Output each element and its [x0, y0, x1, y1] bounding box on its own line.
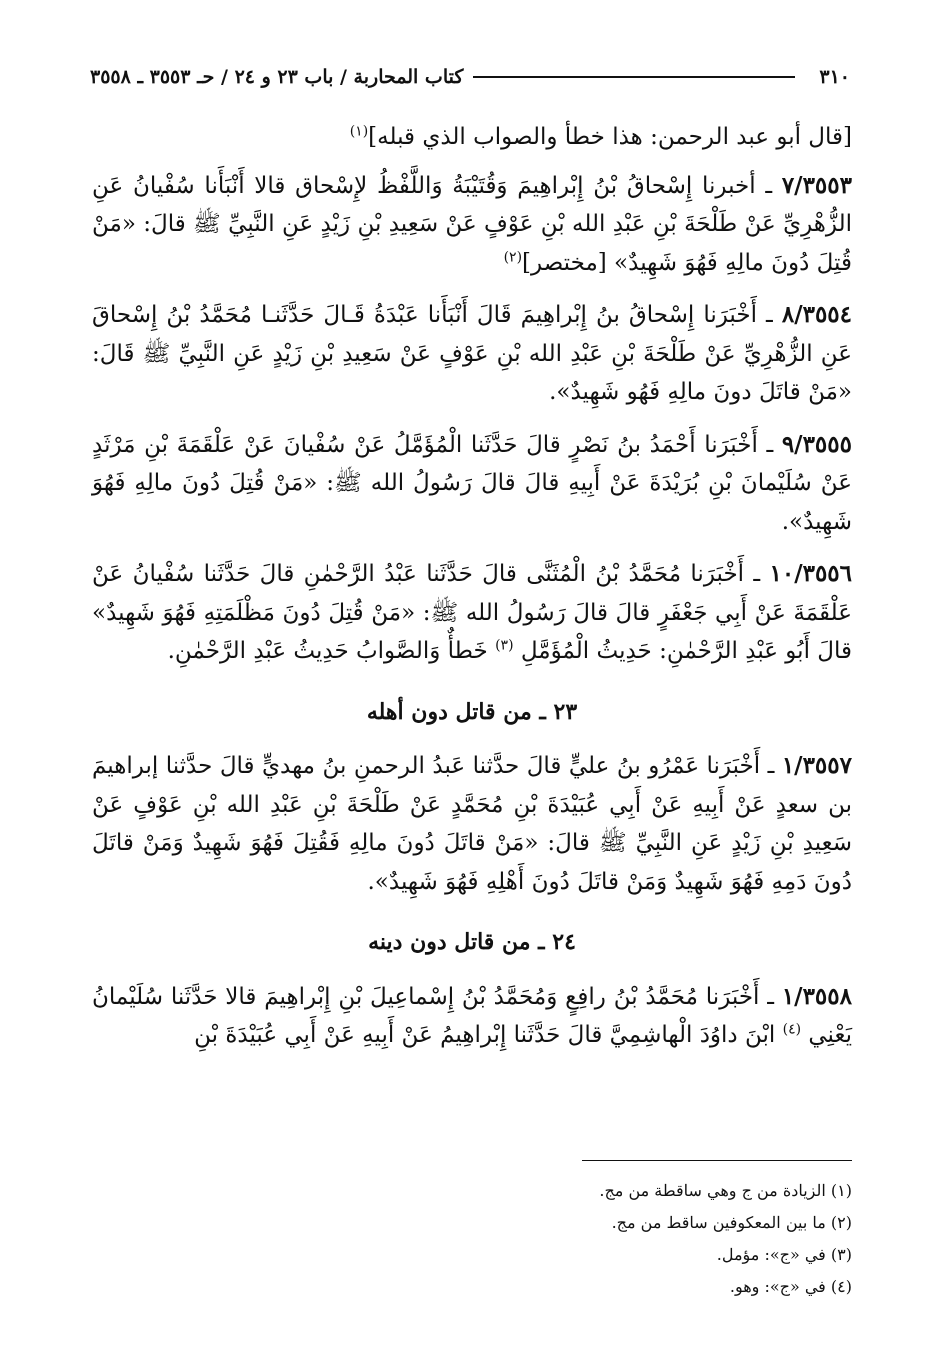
footnotes — [152, 1175, 852, 1303]
footnote-2: (٢) ما بين المعكوفين ساقط من مج. — [611, 1213, 852, 1232]
footnote-separator — [582, 1160, 852, 1161]
editor-note-text: [قال أبو عبد الرحمن: هذا خطأ والصواب الذي قبله] — [368, 124, 852, 150]
footnote-ref-1: (١) — [349, 123, 369, 140]
hadith-number: ١/٣٥٥٧ — [781, 752, 852, 779]
hadith-text: ـ أَخْبَرَنا مُحَمَّدُ بْنُ رافِعٍ وَمُحَمَّدُ بْنُ إِسْماعِيلَ بْنِ إِبْراهِيمَ قالا حَدَّثَنا سُلَيْمانُ يَعْنِي — [92, 983, 852, 1048]
footnote-ref-4: (٤) — [782, 1021, 802, 1038]
main-text — [92, 118, 852, 1069]
footnote-3: (٣) في «ج»: مؤمل. — [716, 1245, 852, 1264]
hadith-text-continued: ابْنَ داوُدَ الْهاشِمِيَّ قالَ حَدَّثَنا إِبْراهِيمُ عَنْ أَبِيهِ عَنْ أَبِي عُبَيْدَةَ بْنِ — [194, 1022, 776, 1048]
running-header — [90, 66, 850, 88]
page-number: ٣١٠ — [819, 66, 850, 88]
hadith-number: ٧/٣٥٥٣ — [781, 171, 852, 199]
hadith-text: ـ أَخْبَرَنا أَحْمَدُ بنُ نَصْرٍ قالَ حَدَّثَنا الْمُؤَمَّلُ عَنْ سُفْيانَ عَنْ عَلْقَمَةَ بْنِ مَرْثَدٍ عَنْ سُلَيْمانَ بْنِ بُرَيْدَةَ عَنْ أَبِيهِ قالَ قالَ رَسُولُ الله ﷺ: «مَنْ قُتِلَ دُونَ مالِهِ فَهُوَ شَهِيدٌ». — [92, 431, 852, 535]
hadith-3558 — [92, 978, 852, 1055]
hadith-number: ٩/٣٥٥٥ — [781, 430, 852, 458]
hadith-text-continued: خَطأٌ وَالصَّوابُ حَدِيثُ عَبْدِ الرَّحْمٰنِ. — [167, 638, 488, 664]
hadith-text: ـ أَخْبَرَنا مُحَمَّدُ بْنُ الْمُثَنَّى قالَ حَدَّثَنا عَبْدُ الرَّحْمٰنِ قالَ حَدَّثَنا سُفْيانُ عَنْ عَلْقَمَةَ عَنْ أَبِي جَعْفَرٍ قالَ قالَ رَسُولُ الله ﷺ: «مَنْ قُتِلَ دُونَ مَظْلَمَتِهِ فَهُوَ شَهِيدٌ» قالَ أَبُو عَبْدِ الرَّحْمٰنِ: حَدِيثُ الْمُؤَمَّلِ — [92, 561, 852, 664]
hadith-3556 — [92, 555, 852, 671]
footnote-4: (٤) في «ج»: وهو. — [729, 1277, 852, 1296]
footnote-1: (١) الزيادة من ج وهي ساقطة من مج. — [599, 1181, 852, 1200]
section-title-24: ٢٤ ـ من قاتل دون دينه — [368, 929, 576, 955]
running-title: كتاب المحاربة / باب ٢٣ و ٢٤ / حـ ٣٥٥٣ ـ ٣٥٥٨ — [90, 66, 464, 88]
footnote-ref-2: (٢) — [503, 248, 523, 265]
hadith-text: ـ أخبرنا إِسْحاقُ بْنُ إِبْراهِيمَ وَقُتَيْبَةُ وَاللَّفْظُ لإِسْحاق قالا أَنْبَأَنا سُفْيانُ عَنِ الزُّهْرِيِّ عَنْ طَلْحَةَ بْنِ عَبْدِ الله بْنِ عَوْفٍ عَنْ سَعِيدِ بْنِ زَيْدٍ عَنِ النَّبِيِّ ﷺ قالَ: «مَنْ قُتِلَ دُونَ مالِهِ فَهُوَ شَهِيدٌ» [مختصر] — [92, 172, 852, 276]
footnote-ref-3: (٣) — [495, 637, 514, 654]
header-rule — [473, 76, 795, 78]
hadith-3554 — [92, 296, 852, 412]
hadith-number: ١٠/٣٥٥٦ — [769, 560, 853, 587]
editor-note — [92, 118, 852, 157]
hadith-text: ـ أَخْبَرَنا عَمْرُو بنُ عليٍّ قالَ حدَّثنا عَبدُ الرحمنِ بنُ مهديٍّ قالَ حدَّثنا إبراهيمَ بن سعدٍ عَنْ أَبِيهِ عَنْ أَبِي عُبَيْدَةَ بْنِ مُحَمَّدٍ عَنْ طَلْحَةَ بْنِ عَبْدِ الله بْنِ عَوْفٍ عَنْ سَعِيدِ بْنِ زَيْدٍ عَنِ النَّبِيِّ ﷺ قالَ: «مَنْ قاتَلَ دُونَ مالِهِ فَقُتِلَ فَهُوَ شَهِيدٌ وَمَنْ قاتَلَ دُونَ دَمِهِ فَهُوَ شَهِيدٌ وَمَنْ قاتَلَ دُونَ أَهْلِهِ فَهُوَ شَهِيدٌ». — [92, 753, 852, 895]
hadith-number: ١/٣٥٥٨ — [781, 982, 852, 1010]
hadith-text: ـ أَخْبَرَنا إِسْحاقُ بنُ إِبْراهِيمَ قَالَ أَنْبَأَنا عَبْدَةُ قَـالَ حَدَّثَنـا مُحَمَّدُ بْنُ إِسْحاقَ عَنِ الزُّهْرِيِّ عَنْ طَلْحَةَ بْنِ عَبْدِ الله بْنِ عَوْفٍ عَنْ سَعِيدِ بْنِ زَيْدٍ عَنِ النَّبِيِّ ﷺ قَالَ: «مَنْ قاتَلَ دونَ مالِهِ فَهُو شَهِيدٌ». — [92, 302, 852, 405]
hadith-3553 — [92, 167, 852, 283]
hadith-3557 — [92, 747, 852, 901]
hadith-3555 — [92, 426, 852, 542]
hadith-number: ٨/٣٥٥٤ — [781, 301, 853, 328]
section-title-23: ٢٣ ـ من قاتل دون أهله — [366, 698, 578, 725]
